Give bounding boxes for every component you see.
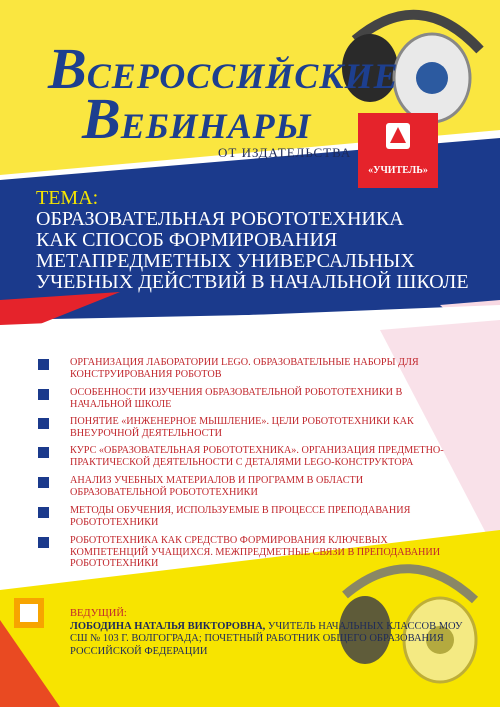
bullet-icon (38, 418, 49, 429)
lecturer-block (70, 608, 470, 658)
topic-label: ТЕМА: (36, 187, 99, 209)
bullet-icon (38, 389, 49, 400)
bullet-icon (38, 447, 49, 458)
topic-line: ОБРАЗОВАТЕЛЬНАЯ РОБОТОТЕХНИКА (36, 208, 404, 230)
topic-line: УЧЕБНЫХ ДЕЙСТВИЙ В НАЧАЛЬНОЙ ШКОЛЕ (36, 271, 469, 293)
lecturer-description: УЧИТЕЛЬ НАЧАЛЬНЫХ КЛАССОВ МОУ СШ № 103 Г. ВОЛГОГРАДА; ПОЧЕТНЫЙ РАБОТНИК ОБЩЕГО ОБРАЗОВАНИЯ РОССИЙСКОЙ ФЕДЕРАЦИИ (70, 620, 463, 657)
lecturer-name: ЛОБОДИНА НАТАЛЬЯ ВИКТОРОВНА, (70, 620, 266, 632)
lecturer-label: ВЕДУЩИЙ: (70, 608, 127, 619)
logo-text: «УЧИТЕЛЬ» (368, 165, 428, 176)
topic-line: МЕТАПРЕДМЕТНЫХ УНИВЕРСАЛЬНЫХ (36, 250, 415, 272)
bullet-icon (38, 507, 49, 518)
topic-line: КАК СПОСОБ ФОРМИРОВАНИЯ (36, 229, 338, 251)
publisher-logo (358, 113, 438, 188)
logo-emblem-icon (358, 113, 438, 188)
topic-block (36, 188, 469, 293)
bullet-icon (38, 537, 49, 548)
bullet-icon (38, 359, 49, 370)
publisher-label: ОТ ИЗДАТЕЛЬСТВА (218, 145, 352, 160)
bullet-icon (38, 477, 49, 488)
